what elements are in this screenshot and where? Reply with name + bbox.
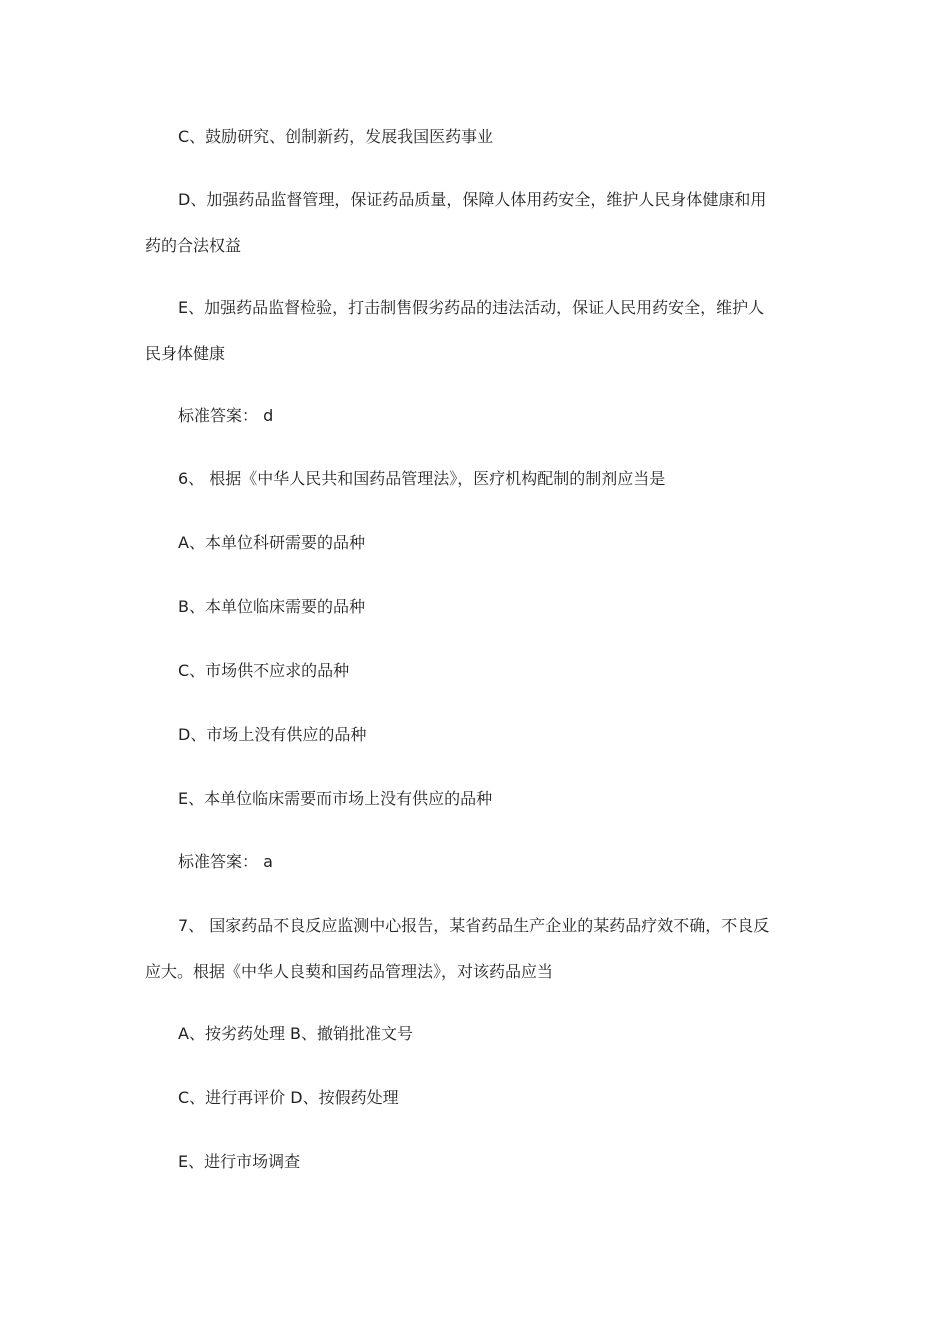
q5-answer: 标准答案： d: [178, 406, 274, 425]
q6-option-c: C、市场供不应求的品种: [178, 661, 350, 680]
q7-question-continued: 应大。根据《中华人良葜和国药品管理法》，对该药品应当: [145, 962, 554, 981]
q5-option-d: D、加强药品监督管理，保证药品质量，保障人体用药安全，维护人民身体健康和用: [178, 190, 767, 209]
q6-option-b: B、本单位临床需要的品种: [178, 597, 365, 616]
q6-question: 6、 根据《中华人民共和国药品管理法》，医疗机构配制的制剂应当是: [178, 469, 666, 488]
q5-option-e: E、加强药品监督检验，打击制售假劣药品的违法活动，保证人民用药安全，维护人: [178, 298, 765, 317]
q6-option-e: E、本单位临床需要而市场上没有供应的品种: [178, 789, 493, 808]
q6-answer: 标准答案： a: [178, 852, 273, 871]
q6-option-d: D、市场上没有供应的品种: [178, 725, 367, 744]
q7-options-a-b: A、按劣药处理 B、撤销批准文号: [178, 1024, 414, 1043]
q7-question: 7、 国家药品不良反应监测中心报告，某省药品生产企业的某药品疗效不确，不良反: [178, 916, 770, 935]
q5-option-e-continued: 民身体健康: [145, 344, 226, 363]
q5-option-d-continued: 药的合法权益: [145, 236, 242, 255]
q7-option-e: E、进行市场调查: [178, 1152, 301, 1171]
q6-option-a: A、本单位科研需要的品种: [178, 533, 365, 552]
q5-option-c: C、鼓励研究、创制新药，发展我国医药事业: [178, 127, 494, 146]
q7-options-c-d: C、进行再评价 D、按假药处理: [178, 1088, 399, 1107]
